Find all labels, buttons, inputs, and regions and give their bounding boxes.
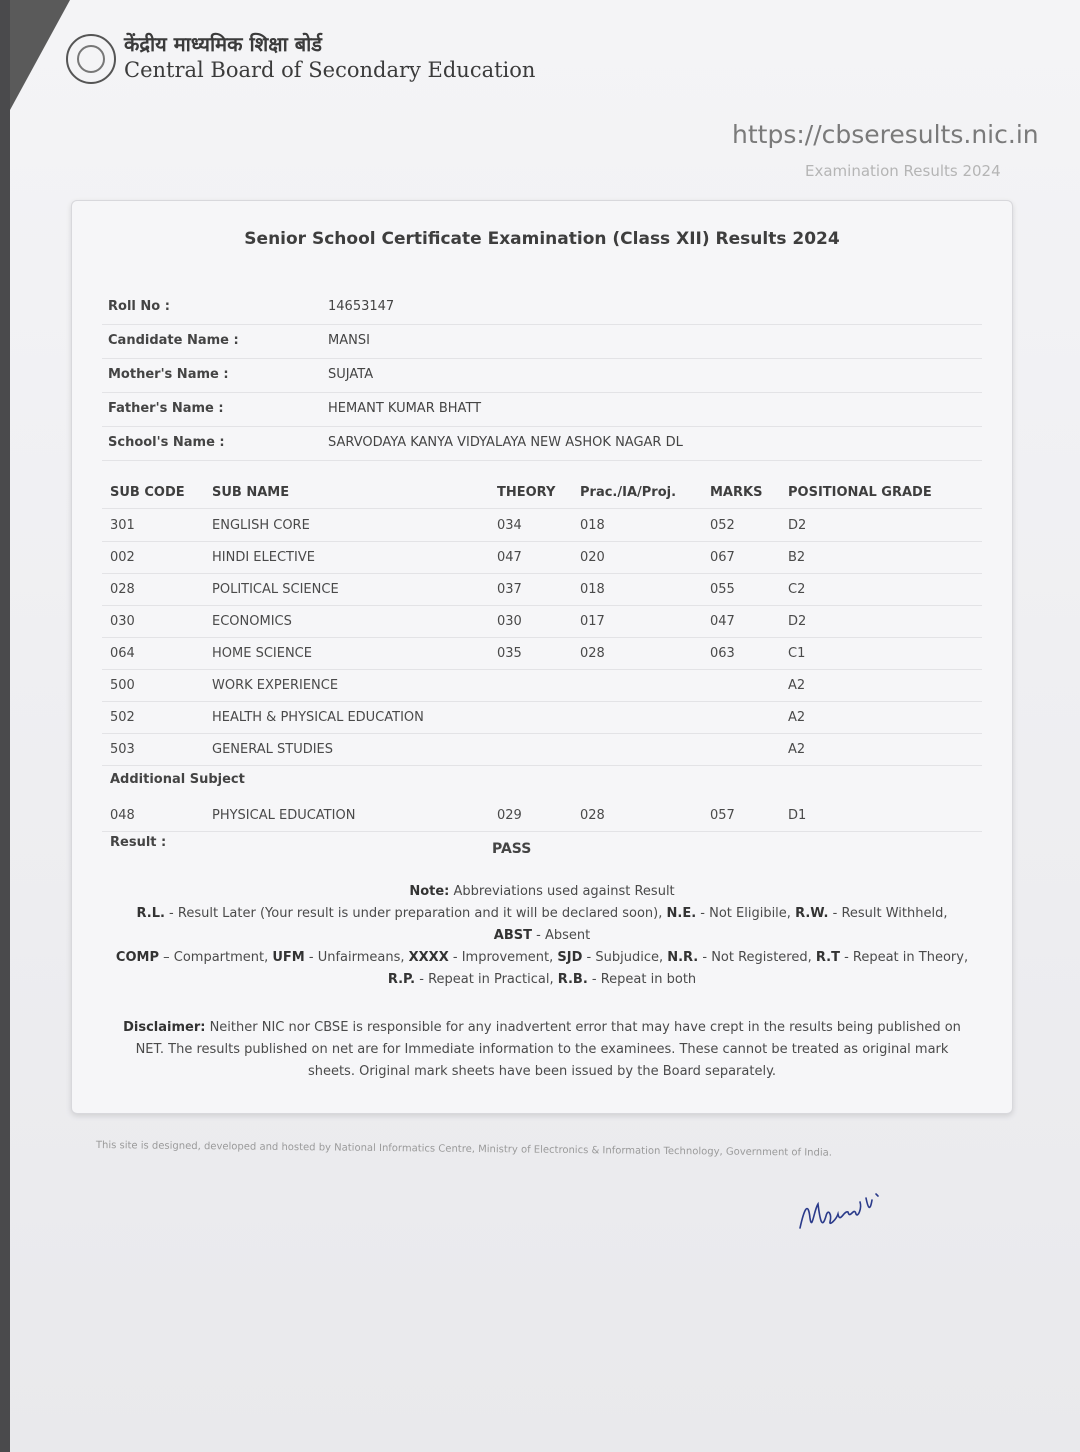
table-row bbox=[102, 799, 982, 832]
abbr-desc: - Improvement, bbox=[448, 950, 558, 965]
table-row bbox=[102, 701, 982, 734]
abbr-desc: - Not Registered, bbox=[698, 950, 816, 965]
sub-grade: C2 bbox=[788, 582, 806, 597]
col-header-theory: THEORY bbox=[497, 485, 556, 500]
info-row-candidate bbox=[102, 325, 982, 359]
sub-grade: D1 bbox=[788, 808, 807, 823]
abbr: R.T bbox=[815, 950, 840, 965]
abbr: ABST bbox=[493, 928, 532, 943]
result-label: Result : bbox=[110, 835, 167, 850]
sub-code: 503 bbox=[110, 742, 135, 757]
abbr: R.P. bbox=[387, 972, 416, 987]
abbr: R.L. bbox=[136, 906, 165, 921]
sub-prac: 017 bbox=[580, 614, 605, 629]
sub-marks: 055 bbox=[710, 582, 735, 597]
abbr: N.R. bbox=[667, 950, 699, 965]
table-row bbox=[102, 605, 982, 638]
info-row-mother bbox=[102, 359, 982, 393]
sub-marks: 063 bbox=[710, 646, 735, 661]
sub-code: 002 bbox=[110, 550, 135, 565]
sub-grade: A2 bbox=[788, 678, 806, 693]
sub-marks: 052 bbox=[710, 518, 735, 533]
sub-code: 502 bbox=[110, 710, 135, 725]
info-label: Candidate Name : bbox=[108, 333, 239, 348]
sub-grade: A2 bbox=[788, 710, 806, 725]
abbr: XXXX bbox=[408, 950, 449, 965]
info-label: Mother's Name : bbox=[108, 367, 229, 382]
additional-subject-label: Additional Subject bbox=[110, 772, 245, 787]
abbr-desc: - Result Withheld, bbox=[828, 906, 948, 921]
sub-code: 500 bbox=[110, 678, 135, 693]
table-row bbox=[102, 733, 982, 766]
sub-name: ENGLISH CORE bbox=[212, 518, 310, 533]
info-value: SARVODAYA KANYA VIDYALAYA NEW ASHOK NAGAR DL bbox=[328, 435, 683, 450]
sub-code: 064 bbox=[110, 646, 135, 661]
abbr-desc: - Subjudice, bbox=[582, 950, 668, 965]
info-row-roll bbox=[102, 291, 982, 325]
cbse-emblem-icon bbox=[66, 34, 116, 84]
col-header-grade: POSITIONAL GRADE bbox=[788, 485, 932, 500]
note-title-rest: Abbreviations used against Result bbox=[449, 884, 675, 899]
sub-theory: 037 bbox=[497, 582, 522, 597]
col-header-prac: Prac./IA/Proj. bbox=[580, 485, 677, 500]
abbr-desc: - Result Later (Your result is under preparation and it will be declared soon), bbox=[164, 906, 667, 921]
table-row bbox=[102, 509, 982, 542]
sub-marks: 057 bbox=[710, 808, 735, 823]
abbr: R.W. bbox=[795, 906, 829, 921]
abbr: R.B. bbox=[557, 972, 588, 987]
handwritten-signature bbox=[796, 1180, 896, 1240]
abbreviation-note bbox=[112, 881, 972, 991]
info-value: 14653147 bbox=[328, 299, 395, 314]
abbr-desc: – Compartment, bbox=[158, 950, 273, 965]
col-header-name: SUB NAME bbox=[212, 485, 290, 500]
abbr-desc: - Absent bbox=[531, 928, 591, 943]
info-row-father bbox=[102, 393, 982, 427]
disclaimer bbox=[112, 1017, 972, 1083]
abbr-desc: - Repeat in Practical, bbox=[415, 972, 558, 987]
abbr: UFM bbox=[272, 950, 305, 965]
info-label: Father's Name : bbox=[108, 401, 224, 416]
sub-code: 030 bbox=[110, 614, 135, 629]
info-label: Roll No : bbox=[108, 299, 170, 314]
info-value: MANSI bbox=[328, 333, 370, 348]
sub-theory: 047 bbox=[497, 550, 522, 565]
org-name-english: Central Board of Secondary Education bbox=[124, 58, 536, 82]
footer-credit: This site is designed, developed and hosted by National Informatics Centre, Ministry of Electronics & Information Technology, Government of India. bbox=[95, 1140, 833, 1159]
abbr-desc: - Repeat in both bbox=[587, 972, 697, 987]
sub-marks: 047 bbox=[710, 614, 735, 629]
sub-name: POLITICAL SCIENCE bbox=[212, 582, 339, 597]
info-label: School's Name : bbox=[108, 435, 225, 450]
sub-prac: 018 bbox=[580, 518, 605, 533]
disclaimer-text: Neither NIC nor CBSE is responsible for any inadvertent error that may have crept in the results being published on NET. The results published on net are for Immediate information to the examinees. These cannot be treated as original mark sheets. Original mark sheets have been issued by the Board separately. bbox=[135, 1020, 961, 1079]
col-header-marks: MARKS bbox=[710, 485, 763, 500]
abbr-desc: - Repeat in Theory, bbox=[839, 950, 969, 965]
sub-name: HOME SCIENCE bbox=[212, 646, 312, 661]
sub-name: ECONOMICS bbox=[212, 614, 292, 629]
result-value: PASS bbox=[492, 841, 532, 857]
paper-sheet bbox=[10, 0, 1080, 1452]
sub-theory: 030 bbox=[497, 614, 522, 629]
site-subtitle: Examination Results 2024 bbox=[805, 162, 1001, 180]
sub-grade: D2 bbox=[788, 518, 807, 533]
site-url[interactable]: https://cbseresults.nic.in bbox=[732, 120, 1039, 149]
abbr-desc: - Not Eligibile, bbox=[696, 906, 796, 921]
table-row bbox=[102, 669, 982, 702]
card-title: Senior School Certificate Examination (Class XII) Results 2024 bbox=[244, 229, 840, 249]
sub-code: 048 bbox=[110, 808, 135, 823]
table-header-row bbox=[102, 476, 982, 509]
sub-name: WORK EXPERIENCE bbox=[212, 678, 339, 693]
sub-theory: 029 bbox=[497, 808, 522, 823]
sub-name: GENERAL STUDIES bbox=[212, 742, 334, 757]
sub-marks: 067 bbox=[710, 550, 735, 565]
sub-name: PHYSICAL EDUCATION bbox=[212, 808, 356, 823]
sub-theory: 035 bbox=[497, 646, 522, 661]
sub-grade: B2 bbox=[788, 550, 806, 565]
abbr-desc: - Unfairmeans, bbox=[304, 950, 409, 965]
photo-corner bbox=[10, 0, 70, 110]
sub-prac: 018 bbox=[580, 582, 605, 597]
sub-code: 301 bbox=[110, 518, 135, 533]
info-row-school bbox=[102, 427, 982, 461]
table-row bbox=[102, 541, 982, 574]
disclaimer-label: Disclaimer: bbox=[123, 1020, 206, 1035]
sub-prac: 028 bbox=[580, 808, 605, 823]
result-card bbox=[71, 200, 1013, 1114]
sub-grade: C1 bbox=[788, 646, 806, 661]
sub-code: 028 bbox=[110, 582, 135, 597]
abbr: COMP bbox=[115, 950, 159, 965]
abbr: SJD bbox=[557, 950, 583, 965]
table-row bbox=[102, 637, 982, 670]
sub-grade: A2 bbox=[788, 742, 806, 757]
sub-prac: 020 bbox=[580, 550, 605, 565]
sub-theory: 034 bbox=[497, 518, 522, 533]
sub-name: HINDI ELECTIVE bbox=[212, 550, 315, 565]
col-header-code: SUB CODE bbox=[110, 485, 185, 500]
info-value: SUJATA bbox=[328, 367, 374, 382]
info-value: HEMANT KUMAR BHATT bbox=[328, 401, 482, 416]
sub-prac: 028 bbox=[580, 646, 605, 661]
abbr: N.E. bbox=[666, 906, 697, 921]
table-row bbox=[102, 573, 982, 606]
sub-grade: D2 bbox=[788, 614, 807, 629]
sub-name: HEALTH & PHYSICAL EDUCATION bbox=[212, 710, 424, 725]
org-name-hindi: केंद्रीय माध्यमिक शिक्षा बोर्ड bbox=[124, 32, 323, 56]
note-title: Note: bbox=[409, 884, 450, 899]
